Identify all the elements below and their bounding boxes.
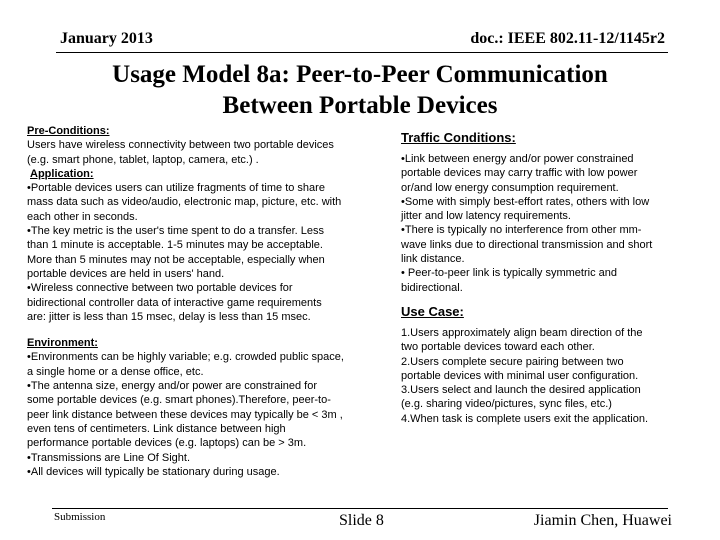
- right-column: [401, 129, 686, 426]
- use-case-body: [401, 326, 686, 426]
- environment-heading: Environment:: [27, 337, 98, 350]
- use-case-line: portable devices with minimal user configuration.: [401, 369, 639, 382]
- preconditions-line: Users have wireless connectivity between two portable devices: [27, 139, 334, 152]
- traffic-line: • Peer-to-peer link is typically symmetric and: [401, 267, 617, 280]
- header-doc-id: doc.: IEEE 802.11-12/1145r2: [470, 30, 665, 47]
- traffic-body: [401, 152, 686, 295]
- slide-title-line-1: Usage Model 8a: Peer-to-Peer Communication: [112, 61, 608, 88]
- application-line: portable devices are held in users' hand.: [27, 267, 225, 280]
- environment-line: peer link distance between these devices may typically be < 3m ,: [27, 408, 343, 421]
- use-case-line: (e.g. sharing video/pictures, sync files, etc.): [401, 398, 612, 411]
- environment-line: even tens of centimeters. Link distance between high: [27, 422, 286, 435]
- preconditions-body: [27, 138, 377, 167]
- environment-line: a single home or a dense office, etc.: [27, 365, 204, 378]
- environment-body: [27, 350, 377, 479]
- preconditions-heading: Pre-Conditions:: [27, 125, 110, 137]
- traffic-line: wave links due to directional transmission and short: [401, 238, 653, 251]
- traffic-line: portable devices may carry traffic with low power: [401, 167, 638, 180]
- preconditions-line: (e.g. smart phone, tablet, laptop, camera, etc.) .: [27, 153, 259, 166]
- footer-author: Jiamin Chen, Huawei: [533, 512, 672, 529]
- traffic-line: or/and low energy consumption requirement.: [401, 181, 619, 194]
- application-body: [27, 181, 377, 324]
- use-case-line: 2.Users complete secure pairing between two: [401, 355, 624, 368]
- environment-line: •Environments can be highly variable; e.g. crowded public space,: [27, 351, 344, 364]
- environment-line: •Transmissions are Line Of Sight.: [27, 451, 191, 464]
- application-line: bidirectional controller data of interactive game requirements: [27, 296, 322, 309]
- traffic-line: •There is typically no interference from other mm-: [401, 224, 642, 237]
- footer-submission: Submission: [54, 511, 106, 523]
- slide-title-line-2: Between Portable Devices: [222, 92, 498, 119]
- environment-line: •The antenna size, energy and/or power are constrained for: [27, 380, 318, 393]
- environment-line: •All devices will typically be stationary during usage.: [27, 465, 280, 478]
- use-case-line: two portable devices toward each other.: [401, 341, 595, 354]
- left-column: [27, 124, 377, 479]
- slide-title: [40, 59, 680, 121]
- application-heading: Application:: [30, 167, 94, 180]
- application-line: each other in seconds.: [27, 210, 138, 223]
- header-divider: [56, 52, 668, 53]
- traffic-line: jitter and low latency requirements.: [401, 210, 571, 223]
- application-line: are: jitter is less than 15 msec, delay is less than 15 msec.: [27, 310, 311, 323]
- environment-line: performance portable devices (e.g. laptops) can be > 3m.: [27, 437, 307, 450]
- traffic-heading: Traffic Conditions:: [401, 130, 516, 145]
- use-case-line: 3.Users select and launch the desired application: [401, 384, 641, 397]
- application-line: mass data such as video/audio, electronic map, picture, etc. with: [27, 196, 342, 209]
- header-date: January 2013: [60, 30, 153, 47]
- traffic-line: •Some with simply best-effort rates, others with low: [401, 195, 650, 208]
- application-line: More than 5 minutes may not be acceptable, especially when: [27, 253, 325, 266]
- traffic-line: bidirectional.: [401, 281, 463, 294]
- traffic-line: link distance.: [401, 253, 465, 266]
- application-line: •Wireless connective between two portable devices for: [27, 282, 293, 295]
- application-line: •The key metric is the user's time spent to do a transfer. Less: [27, 225, 324, 238]
- footer-slide-number: Slide 8: [339, 512, 384, 529]
- use-case-line: 4.When task is complete users exit the application.: [401, 412, 649, 425]
- use-case-line: 1.Users approximately align beam direction of the: [401, 326, 643, 339]
- footer-divider: [52, 508, 668, 509]
- environment-line: some portable devices (e.g. smart phones).Therefore, peer-to-: [27, 394, 331, 407]
- traffic-line: •Link between energy and/or power constrained: [401, 153, 634, 165]
- use-case-heading: Use Case:: [401, 303, 464, 319]
- application-line: •Portable devices users can utilize fragments of time to share: [27, 182, 325, 195]
- application-line: than 1 minute is acceptable. 1-5 minutes may be acceptable.: [27, 239, 323, 252]
